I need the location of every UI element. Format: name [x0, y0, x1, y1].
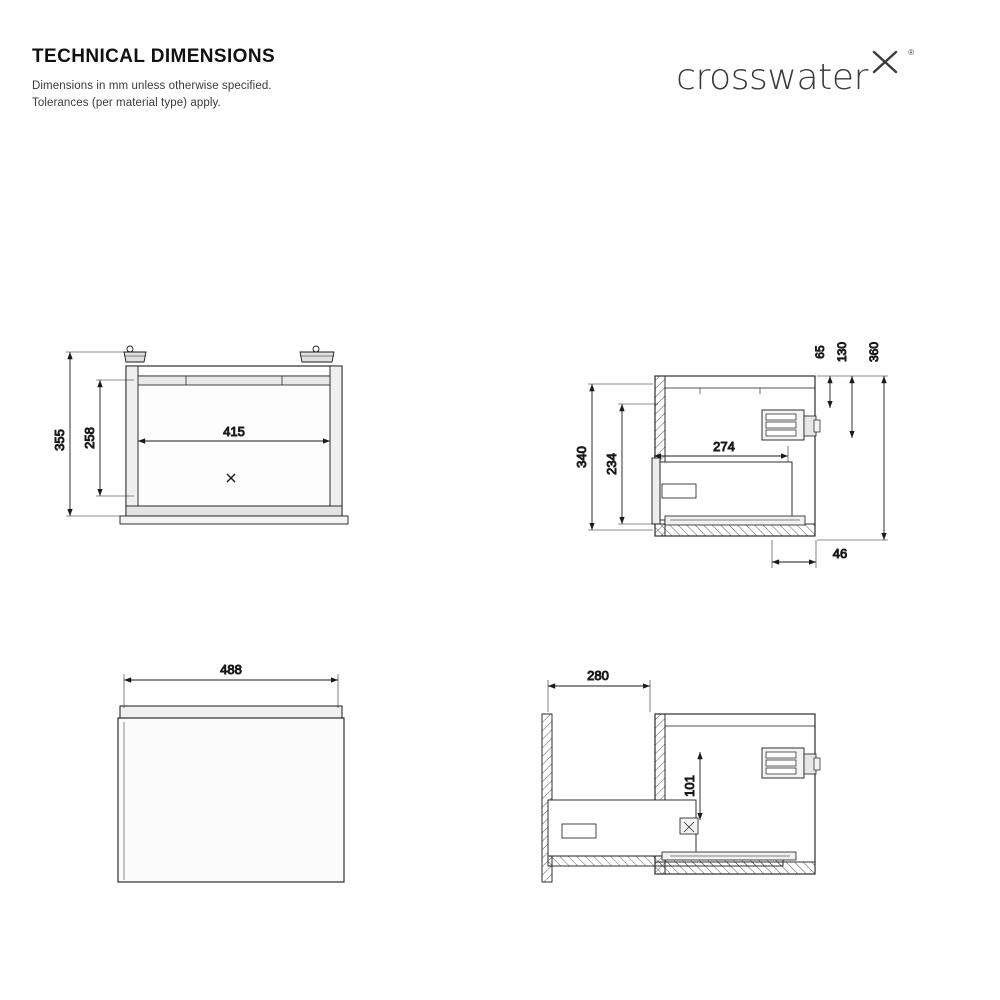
- dim-base-offset: 46: [832, 546, 848, 561]
- dim-inner-height: 258: [82, 427, 97, 449]
- side-section-open-view: [542, 668, 820, 882]
- dim-bracket-height: 130: [835, 341, 849, 363]
- dim-drawer-depth: 274: [713, 439, 735, 454]
- dim-bracket-offset: 65: [813, 345, 827, 359]
- plan-view: [118, 662, 344, 882]
- page-title: TECHNICAL DIMENSIONS: [32, 46, 276, 67]
- note-tolerances: Tolerances (per material type) apply.: [32, 97, 221, 109]
- dim-overall-width: 488: [220, 662, 242, 677]
- note-units: Dimensions in mm unless otherwise specified.: [32, 80, 272, 92]
- side-section-view: [574, 342, 888, 568]
- registered-mark: ®: [908, 48, 914, 57]
- front-elevation-view: [52, 346, 348, 524]
- brand-wordmark: crosswater: [676, 57, 868, 98]
- dim-total-depth: 360: [867, 341, 881, 363]
- dim-depth-inner: 234: [604, 453, 619, 475]
- dim-depth-overall: 340: [574, 446, 589, 468]
- dim-overall-height: 355: [52, 429, 67, 451]
- dim-open-extension: 280: [587, 668, 609, 683]
- dim-inner-width: 415: [223, 424, 245, 439]
- dim-drawer-clearance: 101: [682, 775, 697, 797]
